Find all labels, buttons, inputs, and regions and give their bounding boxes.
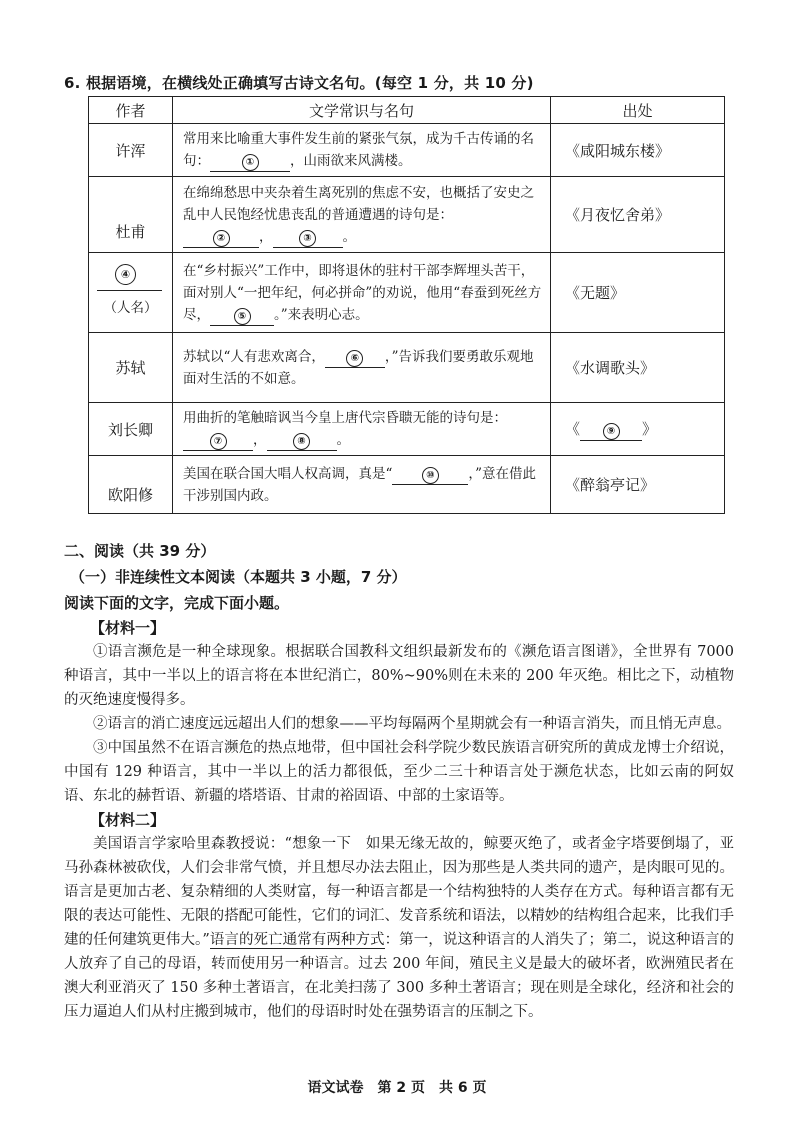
blank-number: ③ [299, 230, 316, 247]
answer-blank-10[interactable] [392, 466, 468, 485]
content-cell [173, 177, 551, 253]
instruction: 阅读下面的文字，完成下面小题。 [64, 594, 290, 612]
source-open: 《 [565, 419, 581, 438]
content-cell [173, 253, 551, 333]
blank-number: ⑩ [422, 467, 439, 484]
answer-blank-2[interactable] [183, 229, 259, 248]
content-cell [173, 124, 551, 177]
separator: ， [253, 432, 267, 448]
end-mark: 。 [342, 228, 356, 245]
sub-section-title: （一）非连续性文本阅读（本题共 3 小题，7 分） [70, 568, 407, 586]
blank-number: ⑥ [346, 350, 363, 367]
source-close: 》 [642, 419, 658, 438]
content-text: 美国在联合国大唱人权高调，真是“ [183, 465, 393, 482]
header-source: 出处 [551, 97, 725, 124]
content-cell [173, 403, 551, 456]
material-2-label: 【材料二】 [90, 811, 166, 829]
table-row [89, 456, 725, 514]
blank-number: ⑧ [293, 433, 310, 450]
source-cell [551, 403, 725, 456]
table-row [89, 333, 725, 403]
answer-blank-7[interactable] [183, 432, 253, 451]
material-2-text-b: ：第一，说这种语言的人消失了；第二，说这种语言的人放弃了自己的母语，转而使用另一种语言。过去 200 年间，殖民主义是最大的破坏者，欧洲殖民者在澳大利亚消灭了 150 多种土著语言，在北美扫荡了 300 多种土著语言；现在则是全球化，经济和社会的压力逼迫人们从村庄搬到城市，他们的母语时时处在强势语言的压制之下。 [64, 932, 735, 1020]
author-cell: 欧阳修 [89, 456, 173, 514]
table-row [89, 403, 725, 456]
blank-number: ⑦ [210, 433, 227, 450]
answer-blank-6[interactable] [325, 349, 385, 368]
source-cell: 《无题》 [551, 253, 725, 333]
blank-number: ⑤ [234, 308, 251, 325]
author-cell [89, 253, 173, 333]
material-2-para [64, 832, 734, 1024]
blank-number: ④ [115, 264, 136, 285]
author-cell: 刘长卿 [89, 403, 173, 456]
author-label: （人名） [103, 299, 158, 316]
content-text: ，”意在借此干涉别国内政。 [183, 465, 537, 504]
poetry-table [88, 96, 725, 514]
material-1-para-2: ②语言的消亡速度远远超出人们的想象——平均每隔两个星期就会有一种语言消失，而且悄无声息。 [93, 716, 731, 732]
author-cell: 许浑 [89, 124, 173, 177]
page-footer: 语文试卷 第 2 页 共 6 页 [307, 1080, 487, 1096]
content-text: 在“乡村振兴”工作中，即将退休的驻村干部李辉埋头苦干，面对别人“一把年纪，何必拼命”的劝说，他用“春蚕到死丝方尽， [183, 262, 542, 323]
blank-number: ⑨ [603, 423, 620, 440]
answer-blank-8[interactable] [267, 432, 337, 451]
section-title: 二、阅读（共 39 分） [64, 542, 216, 560]
author-blank-line [97, 290, 162, 291]
content-text: ，”告诉我们要勇敢乐观地面对生活的不如意。 [183, 348, 534, 387]
answer-blank-3[interactable] [273, 229, 343, 248]
separator: ， [259, 228, 273, 245]
author-cell: 杜甫 [89, 177, 173, 253]
blank-number: ② [213, 230, 230, 247]
handwritten-blank-mark[interactable] [115, 262, 136, 285]
question-6-title: 6. 根据语境，在横线处正确填写古诗文名句。(每空 1 分，共 10 分) [64, 74, 534, 92]
blank-number: ① [242, 154, 259, 171]
table-row [89, 177, 725, 253]
header-content: 文学常识与名句 [173, 97, 551, 124]
content-text: 在绵绵愁思中夹杂着生离死别的焦虑不安，也概括了安史之乱中人民饱经忧患丧乱的普通遭遇的诗句是： [183, 184, 534, 223]
author-cell: 苏轼 [89, 333, 173, 403]
header-author: 作者 [89, 97, 173, 124]
table-row [89, 124, 725, 177]
content-cell [173, 333, 551, 403]
content-cell [173, 456, 551, 514]
source-cell: 《水调歌头》 [551, 333, 725, 403]
material-2-text-a: 美国语言学家哈里森教授说：“想象一下 如果无缘无故的，鲸要灭绝了，或者金字塔要倒塌了，亚马孙森林被砍伐，人们会非常气愤，并且想尽办法去阻止，因为那些是人类共同的遗产，是肉眼可见的。语言是更加古老、复杂精细的人类财富，每一种语言都是一个结构独特的人类存在方式。每种语言都有无限的表达可能性、无限的搭配可能性，它们的词汇、发音系统和语法，以精妙的结构组合起来，比我们手建的任何建筑更伟大。” [64, 836, 734, 948]
answer-blank-1[interactable] [210, 153, 290, 172]
table-row [89, 253, 725, 333]
content-text: 常用来比喻重大事件发生前的紧张气氛，成为千古传诵的名句： [183, 131, 534, 169]
reading-section [64, 538, 734, 1024]
source-cell: 《醉翁亭记》 [551, 456, 725, 514]
source-cell: 《咸阳城东楼》 [551, 124, 725, 177]
underlined-sentence: 语言的死亡通常有两种方式 [209, 932, 385, 948]
answer-blank-9[interactable] [580, 422, 642, 441]
table-header-row [89, 97, 725, 124]
content-text: 。”来表明心志。 [274, 306, 369, 323]
material-1-label: 【材料一】 [90, 619, 166, 637]
content-text: ，山雨欲来风满楼。 [290, 153, 412, 169]
content-text: 苏轼以“人有悲欢离合， [183, 348, 325, 365]
material-1-para-3: ③中国虽然不在语言濒危的热点地带，但中国社会科学院少数民族语言研究所的黄成龙博士介绍说，中国有 129 种语言，其中一半以上的活力都很低，至少二三十种语言处于濒危状态，比如云南的阿奴语、东北的赫哲语、新疆的塔塔语、甘肃的裕固语、中部的土家语等。 [64, 740, 734, 804]
material-1-para-1: ①语言濒危是一种全球现象。根据联合国教科文组织最新发布的《濒危语言图谱》，全世界有 7000 种语言，其中一半以上的语言将在本世纪消亡，80%~90%则在未来的 200 年灭绝。相比之下，动植物的灭绝速度慢得多。 [64, 644, 734, 708]
end-mark: 。 [336, 432, 350, 448]
answer-blank-5[interactable] [210, 307, 274, 326]
source-cell: 《月夜忆舍弟》 [551, 177, 725, 253]
content-text: 用曲折的笔触暗讽当今皇上唐代宗昏聩无能的诗句是： [183, 410, 507, 426]
